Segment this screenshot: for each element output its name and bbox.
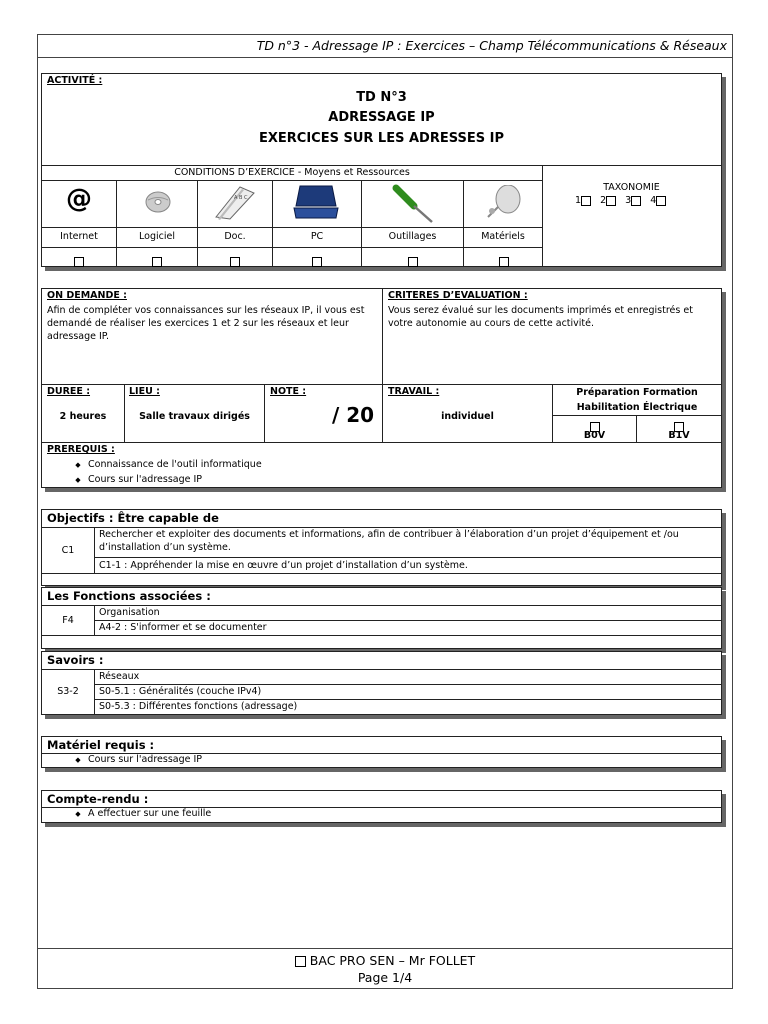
knowledge-box (41, 651, 722, 715)
on-demand-text: Afin de compléter vos connaissances sur les réseaux IP, il vous est demandé de réaliser les exercices 1 et 2 sur les réseaux et leur adressage IP. (47, 305, 365, 342)
page-header (37, 34, 733, 58)
habilitation-b0v: B0V (583, 430, 606, 441)
objectives-box (41, 509, 722, 586)
floppy-icon (295, 956, 306, 967)
header-title: TD n°3 - Adressage IP : Exercices – Champ Télécommunications & Réseaux (256, 38, 727, 53)
condition-label-logiciel: Logiciel (139, 231, 175, 242)
function-line-1: Organisation (99, 607, 160, 618)
taxonomy-level-3: 3 (625, 195, 632, 206)
taxonomy-checkbox-2[interactable] (606, 196, 616, 206)
taxonomy-checkbox-1[interactable] (581, 196, 591, 206)
checkbox-pc[interactable] (312, 251, 322, 270)
functions-box (41, 587, 722, 649)
laptop-icon (292, 184, 340, 224)
bullet-icon: ◆ (75, 461, 81, 469)
checkbox-outillages[interactable] (408, 251, 418, 270)
function-code: F4 (62, 615, 74, 626)
page-footer (37, 948, 733, 989)
habilitation-b1v: B1V (668, 430, 690, 441)
taxonomy-level-4: 4 (650, 195, 657, 206)
taxonomy-levels (575, 194, 666, 207)
function-line-2: A4-2 : S'informer et se documenter (99, 622, 267, 633)
satellite-dish-icon (484, 185, 524, 225)
checkbox-logiciel[interactable] (152, 251, 162, 270)
conditions-title: CONDITIONS D’EXERCICE - Moyens et Ressources (174, 167, 410, 178)
condition-label-internet: Internet (60, 231, 98, 242)
knowledge-line-1: Réseaux (99, 671, 140, 682)
bullet-icon: ◆ (75, 476, 81, 484)
taxonomy-checkbox-3[interactable] (631, 196, 641, 206)
activity-box (41, 73, 722, 267)
objectives-title: Objectifs : Être capable de (47, 511, 219, 525)
document-icon (214, 185, 256, 225)
condition-label-outillages: Outillages (388, 231, 437, 242)
objective-code: C1 (61, 545, 75, 556)
on-demand-label: ON DEMANDE : (47, 290, 127, 301)
document-icon-letters: A B C (234, 195, 248, 201)
cd-icon (145, 191, 171, 217)
material-box (41, 736, 722, 768)
at-icon: @ (66, 184, 92, 214)
checkbox-internet[interactable] (74, 251, 84, 270)
activity-title-3: EXERCICES SUR LES ADRESSES IP (258, 131, 504, 146)
taxonomy-level-2: 2 (600, 195, 607, 206)
material-item: ◆ Cours sur l'adressage IP (42, 753, 202, 767)
knowledge-code: S3-2 (57, 686, 79, 697)
checkbox-doc[interactable] (230, 251, 240, 270)
checkbox-materiels[interactable] (499, 251, 509, 270)
bullet-icon: ◆ (75, 810, 81, 818)
knowledge-line-3: S0-5.3 : Différentes fonctions (adressage) (99, 701, 298, 712)
objective-line-2: C1-1 : Appréhender la mise en œuvre d’un projet d’installation d’un système. (99, 560, 468, 571)
report-item: ◆ A effectuer sur une feuille (42, 807, 211, 821)
work-label: TRAVAIL : (388, 386, 440, 397)
activity-label: ACTIVITÉ : (47, 75, 103, 86)
screwdriver-icon (392, 184, 436, 228)
duration-label: DUREE : (47, 386, 91, 397)
note-label: NOTE : (270, 386, 307, 397)
report-title: Compte-rendu : (47, 792, 149, 806)
place-label: LIEU : (129, 386, 160, 397)
activity-title-2: ADRESSAGE IP (328, 110, 435, 125)
knowledge-title: Savoirs : (47, 653, 104, 667)
material-title: Matériel requis : (47, 738, 155, 752)
work-value: individuel (441, 411, 494, 422)
criteria-text: Vous serez évalué sur les documents imprimés et enregistrés et votre autonomie au cours de cette activité. (388, 305, 693, 329)
habilitation-title-1: Préparation Formation (576, 387, 698, 398)
report-box (41, 790, 722, 823)
demand-box (41, 288, 722, 488)
condition-label-pc: PC (310, 231, 324, 242)
objective-line-1: Rechercher et exploiter des documents et informations, afin de contribuer à l’élaboration d’un projet d’équipement et /ou d’installation d’un système. (99, 529, 679, 553)
taxonomy-checkbox-4[interactable] (656, 196, 666, 206)
footer-line-1: BAC PRO SEN – Mr FOLLET (37, 952, 733, 969)
taxonomy-level-1: 1 (575, 195, 582, 206)
condition-label-materiels: Matériels (481, 231, 525, 242)
note-value: / 20 (332, 403, 375, 427)
prereq-label: PREREQUIS : (47, 444, 115, 455)
bullet-icon: ◆ (75, 756, 81, 764)
functions-title: Les Fonctions associées : (47, 589, 211, 603)
prereq-item: ◆ Cours sur l'adressage IP (42, 473, 202, 487)
duration-value: 2 heures (59, 411, 107, 422)
prereq-item: ◆ Connaissance de l'outil informatique (42, 458, 262, 472)
criteria-label: CRITERES D’EVALUATION : (388, 290, 528, 301)
place-value: Salle travaux dirigés (139, 411, 250, 422)
taxonomy-title: TAXONOMIE (603, 182, 660, 193)
habilitation-title-2: Habilitation Électrique (576, 402, 698, 413)
knowledge-line-2: S0-5.1 : Généralités (couche IPv4) (99, 686, 262, 697)
footer-page: Page 1/4 (357, 970, 413, 985)
condition-label-doc: Doc. (224, 231, 246, 242)
activity-title-1: TD N°3 (356, 90, 407, 105)
